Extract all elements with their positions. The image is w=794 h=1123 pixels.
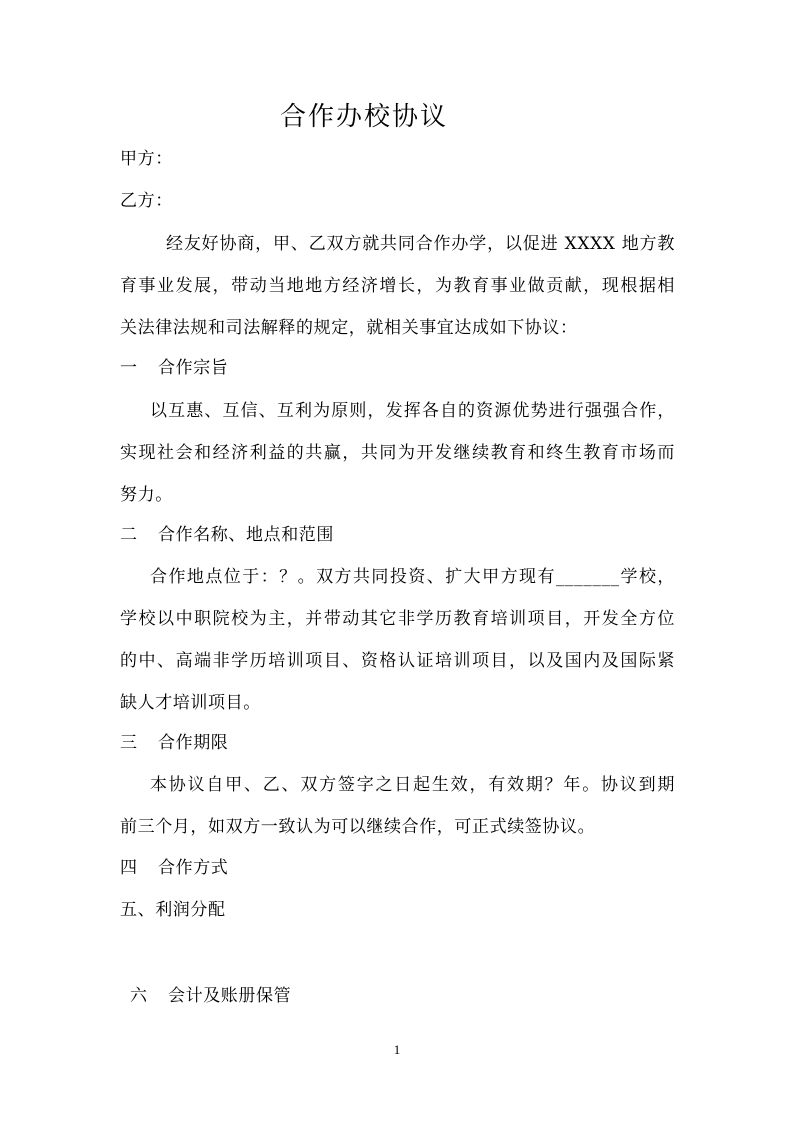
section-2-number: 二 bbox=[120, 525, 138, 545]
section-5-number: 五、 bbox=[120, 900, 156, 920]
section-3-title: 合作期限 bbox=[158, 733, 229, 753]
section-2-heading bbox=[120, 524, 334, 546]
section-3-number: 三 bbox=[120, 733, 138, 753]
section-2-line-1: 合作地点位于：？。双方共同投资、扩大甲方现有_______学校， bbox=[150, 567, 675, 587]
section-2-line-3: 的中、高端非学历培训项目、资格认证培训项目，以及国内及国际紧 bbox=[120, 651, 675, 671]
section-4-title: 合作方式 bbox=[158, 858, 229, 878]
section-5-heading bbox=[120, 899, 226, 921]
intro-line-3: 关法律法规和司法解释的规定，就相关事宜达成如下协议： bbox=[120, 318, 578, 338]
section-4-heading bbox=[120, 857, 228, 879]
section-1-title: 合作宗旨 bbox=[158, 358, 229, 378]
section-1-line-2: 实现社会和经济利益的共赢，共同为开发继续教育和终生教育市场而 bbox=[120, 443, 675, 463]
section-2-title: 合作名称、地点和范围 bbox=[158, 525, 334, 545]
section-6-number: 六 bbox=[130, 986, 148, 1006]
section-2-line-2: 学校以中职院校为主，并带动其它非学历教育培训项目，开发全方位 bbox=[120, 609, 675, 629]
section-1-heading bbox=[120, 357, 228, 379]
intro-line-2: 育事业发展，带动当地地方经济增长，为教育事业做贡献，现根据相 bbox=[120, 276, 675, 296]
document-title: 合作办校协议 bbox=[280, 102, 449, 132]
section-1-line-3: 努力。 bbox=[120, 485, 173, 505]
section-2-line-4: 缺人才培训项目。 bbox=[120, 693, 261, 713]
intro-line-1: 经友好协商，甲、乙双方就共同合作办学，以促进 XXXX 地方教 bbox=[166, 234, 675, 254]
section-1-line-1: 以互惠、互信、互利为原则，发挥各自的资源优势进行强强合作， bbox=[150, 401, 675, 421]
section-6-heading bbox=[130, 985, 291, 1007]
section-3-heading bbox=[120, 732, 228, 754]
section-1-number: 一 bbox=[120, 358, 138, 378]
party-a-label: 甲方： bbox=[120, 149, 173, 169]
section-3-line-2: 前三个月，如双方一致认为可以继续合作，可正式续签协议。 bbox=[120, 817, 596, 837]
section-6-title: 会计及账册保管 bbox=[168, 986, 292, 1006]
page-number: 1 bbox=[393, 1042, 401, 1057]
section-5-title: 利润分配 bbox=[155, 900, 226, 920]
section-4-number: 四 bbox=[120, 858, 138, 878]
party-b-label: 乙方： bbox=[120, 191, 173, 211]
section-3-line-1: 本协议自甲、乙、双方签字之日起生效，有效期？年。协议到期 bbox=[150, 775, 675, 795]
